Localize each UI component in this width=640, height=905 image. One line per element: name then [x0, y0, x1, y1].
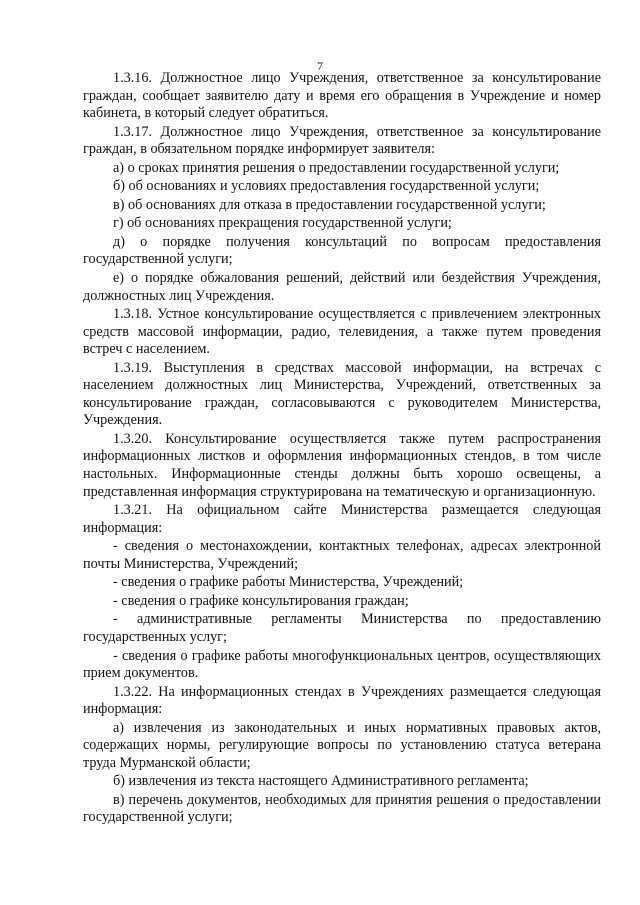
list-item-e: е) о порядке обжалования решений, действий или бездействия Учреждения, должностных лиц Учреждения. [83, 270, 601, 304]
bullet-item: - сведения о местонахождении, контактных телефонах, адресах электронной почты Министерства, Учреждений; [83, 538, 601, 572]
list-item-a: а) извлечения из законодательных и иных нормативных правовых актов, содержащих нормы, регулирующие вопросы по установлению статуса ветерана труда Мурманской области; [83, 719, 601, 771]
list-item-g: г) об основаниях прекращения государственной услуги; [113, 215, 452, 232]
bullet-item: - сведения о графике консультирования граждан; [113, 592, 409, 609]
clause-1-3-22: 1.3.22. На информационных стендах в Учреждениях размещается следующая информация: [83, 683, 601, 718]
clause-1-3-17: 1.3.17. Должностное лицо Учреждения, ответственное за консультирование граждан, в обязательном порядке информирует заявителя: [83, 123, 601, 158]
clause-1-3-19: 1.3.19. Выступления в средствах массовой информации, на встречах с населением должностных лиц Министерства, Учреждений, ответственных за консультирование граждан, согласовываются с руководителем Министерства, Учреждения. [83, 359, 601, 429]
list-item-d: д) о порядке получения консультаций по вопросам предоставления государственной услуги; [83, 233, 601, 268]
clause-1-3-20: 1.3.20. Консультирование осуществляется также путем распространения информационных листков и оформления информационных стендов, в том числе настольных. Информационные стенды должны быть хорошо освещены, а представленная информация структурирована на тематическую и организационную. [83, 430, 601, 500]
bullet-item: - сведения о графике работы многофункциональных центров, осуществляющих прием документов. [83, 647, 601, 682]
list-item-v: в) перечень документов, необходимых для принятия решения о предоставлении государственной услуги; [83, 791, 601, 826]
clause-1-3-21: 1.3.21. На официальном сайте Министерства размещается следующая информация: [83, 502, 601, 536]
list-item-v: в) об основаниях для отказа в предоставлении государственной услуги; [113, 196, 546, 213]
bullet-item: - сведения о графике работы Министерства, Учреждений; [113, 574, 464, 591]
list-item-b: б) извлечения из текста настоящего Административного регламента; [113, 773, 529, 790]
page-number: 7 [317, 59, 323, 73]
document-body [83, 70, 601, 827]
list-item-a: а) о сроках принятия решения о предоставлении государственной услуги; [113, 159, 560, 176]
list-item-b: б) об основаниях и условиях предоставления государственной услуги; [113, 178, 540, 195]
bullet-item: - административные регламенты Министерства по предоставлению государственных услуг; [83, 611, 601, 645]
clause-1-3-18: 1.3.18. Устное консультирование осуществляется с привлечением электронных средств массовой информации, радио, телевидения, а также путем проведения встреч с населением. [83, 306, 601, 358]
clause-1-3-16: 1.3.16. Должностное лицо Учреждения, ответственное за консультирование граждан, сообщает заявителю дату и время его обращения в Учреждение и номер кабинета, в который следует обратиться. [83, 70, 601, 122]
